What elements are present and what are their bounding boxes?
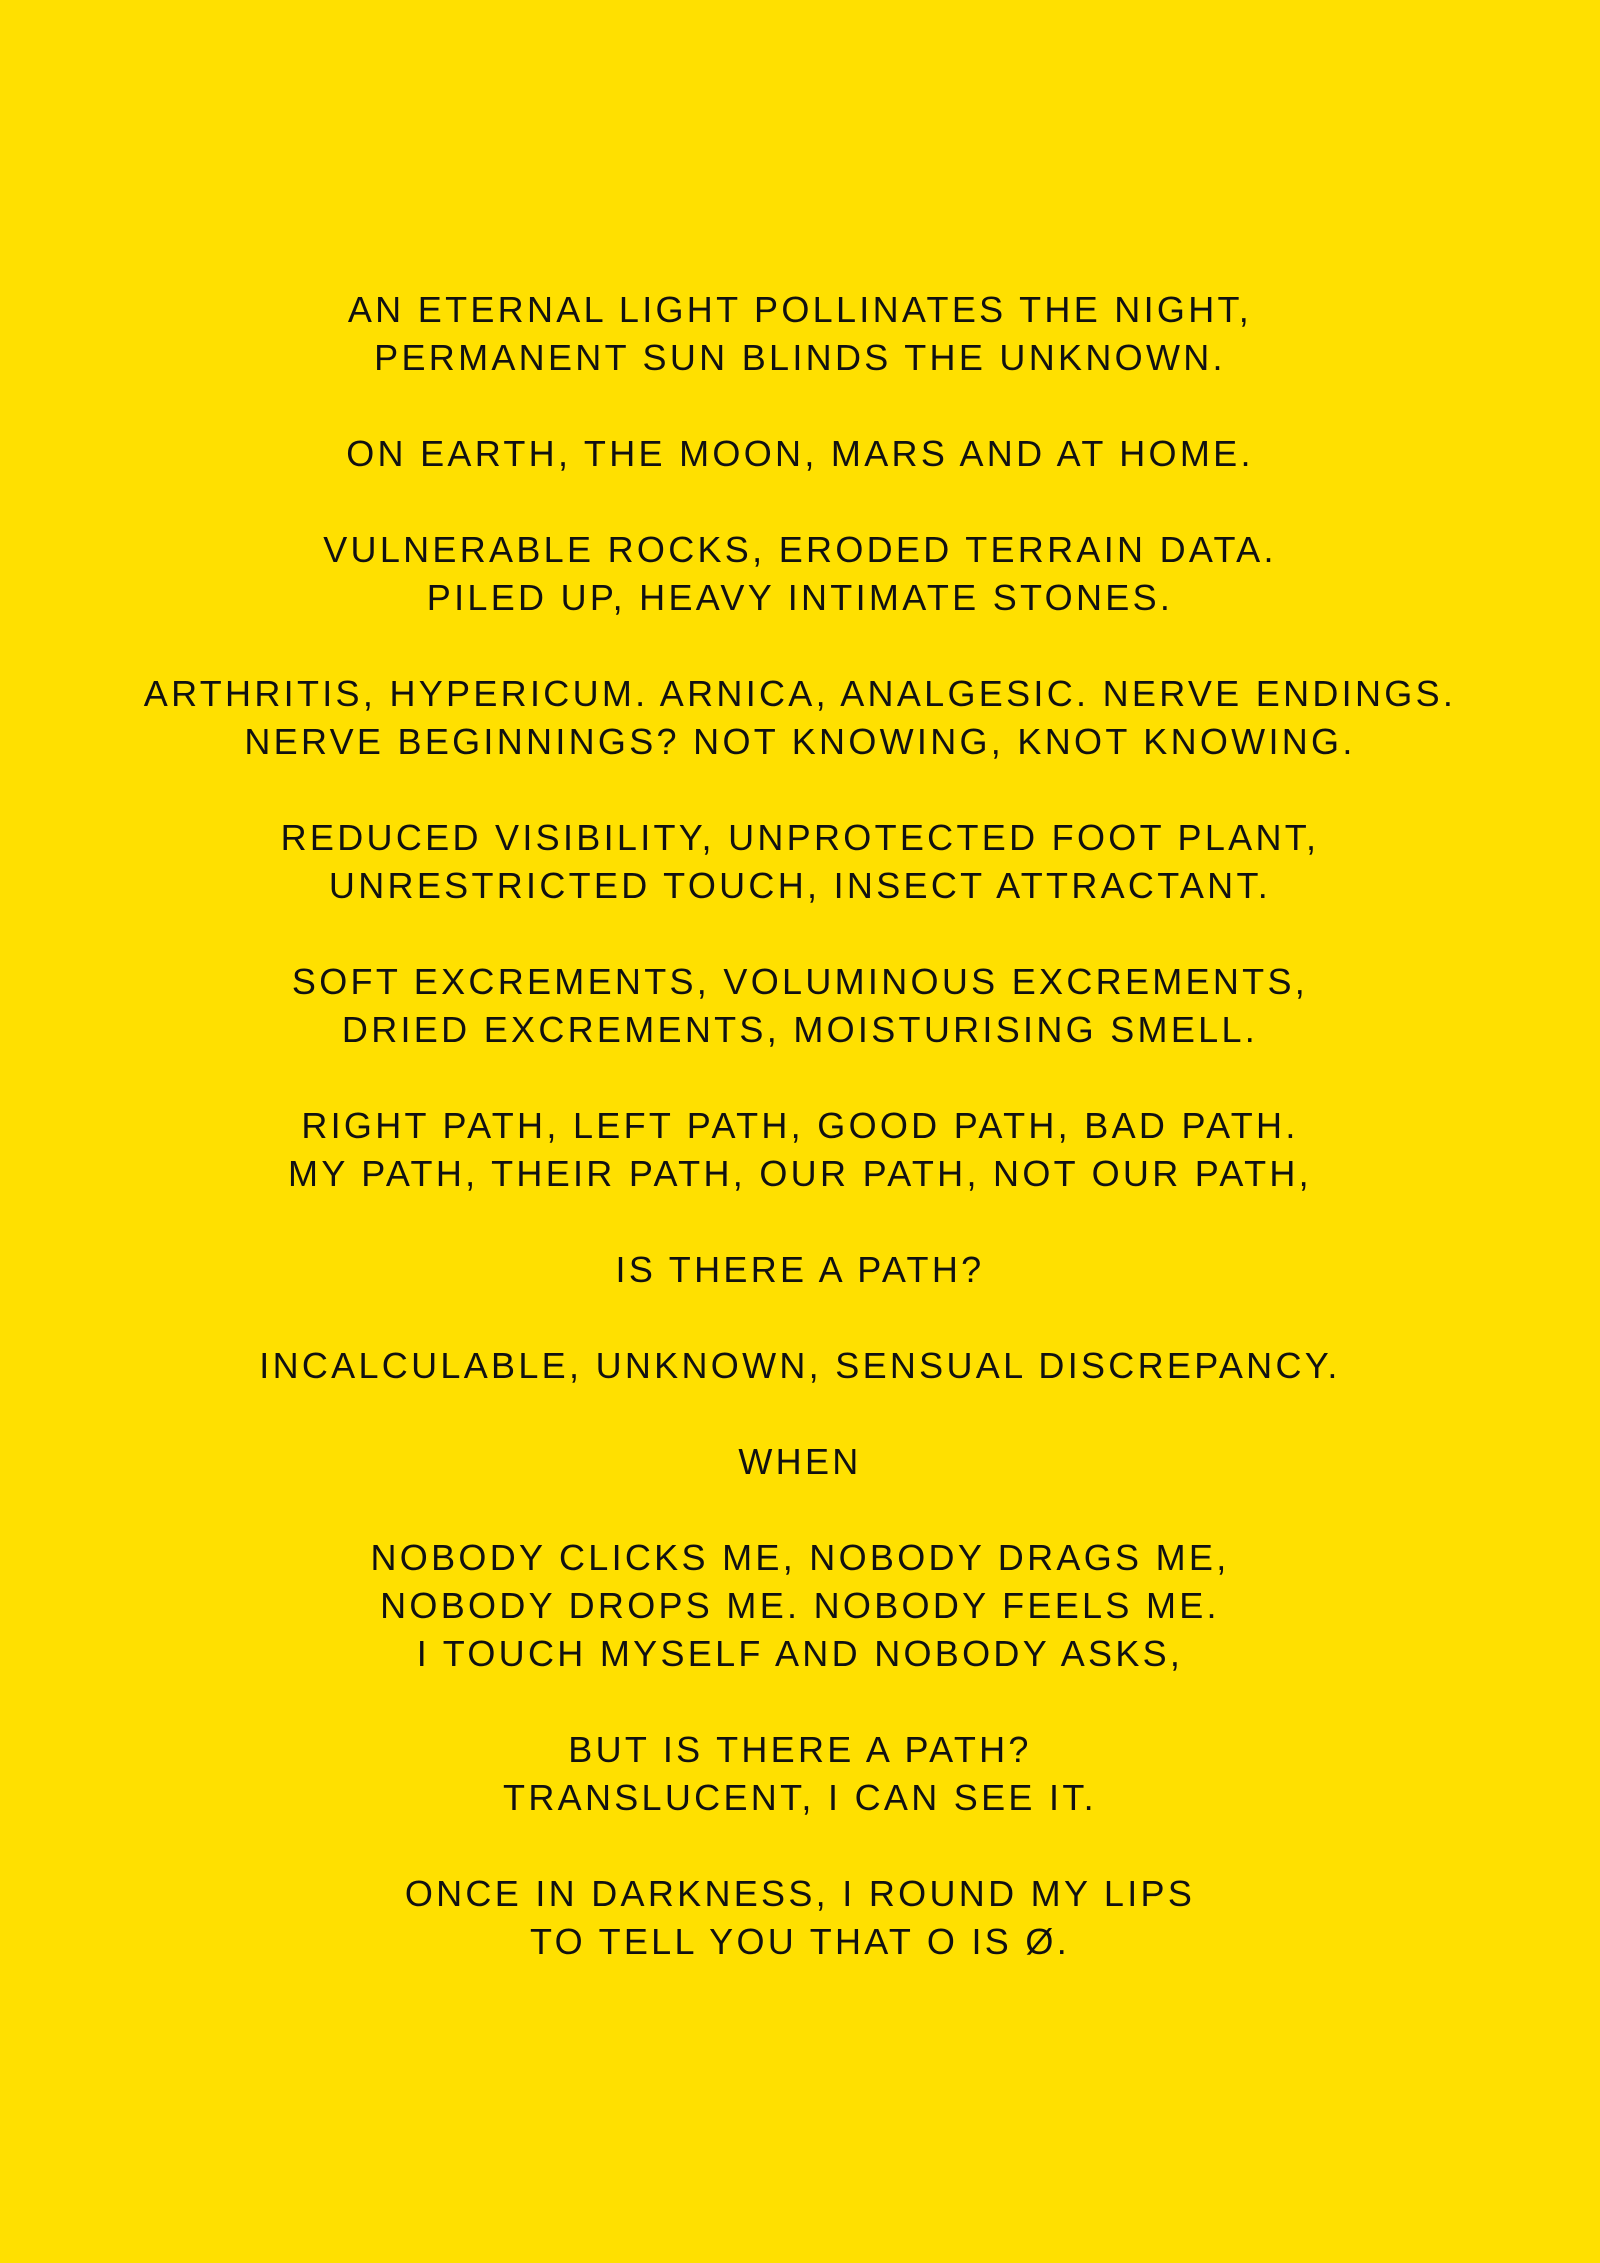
stanza-9 <box>0 1342 1600 1390</box>
poem-line: ONCE IN DARKNESS, I ROUND MY LIPS <box>404 1873 1196 1914</box>
poem-line: MY PATH, THEIR PATH, OUR PATH, NOT OUR PATH, <box>288 1153 1312 1194</box>
poem-line: REDUCED VISIBILITY, UNPROTECTED FOOT PLANT, <box>280 817 1320 858</box>
poem-line: NERVE BEGINNINGS? NOT KNOWING, KNOT KNOWING. <box>244 721 1356 762</box>
poem-line: SOFT EXCREMENTS, VOLUMINOUS EXCREMENTS, <box>291 961 1309 1002</box>
stanza-8 <box>0 1246 1600 1294</box>
poem-line: BUT IS THERE A PATH? <box>568 1729 1032 1770</box>
poem-line: RIGHT PATH, LEFT PATH, GOOD PATH, BAD PATH. <box>301 1105 1299 1146</box>
stanza-10 <box>0 1438 1600 1486</box>
poem-line: PILED UP, HEAVY INTIMATE STONES. <box>426 577 1174 618</box>
stanza-5 <box>0 814 1600 910</box>
stanza-3 <box>0 526 1600 622</box>
stanza-6 <box>0 958 1600 1054</box>
stanza-13 <box>0 1870 1600 1966</box>
poem-line: NOBODY CLICKS ME, NOBODY DRAGS ME, <box>370 1537 1230 1578</box>
poem <box>0 286 1600 2014</box>
stanza-1 <box>0 286 1600 382</box>
poem-line: ARTHRITIS, HYPERICUM. ARNICA, ANALGESIC. NERVE ENDINGS. <box>143 673 1457 714</box>
poem-line: IS THERE A PATH? <box>615 1249 985 1290</box>
poem-line: NOBODY DROPS ME. NOBODY FEELS ME. <box>380 1585 1220 1626</box>
stanza-4 <box>0 670 1600 766</box>
poem-line: I TOUCH MYSELF AND NOBODY ASKS, <box>416 1633 1184 1674</box>
stanza-12 <box>0 1726 1600 1822</box>
stanza-11 <box>0 1534 1600 1678</box>
poem-line: PERMANENT SUN BLINDS THE UNKNOWN. <box>374 337 1226 378</box>
poem-line: TRANSLUCENT, I CAN SEE IT. <box>503 1777 1097 1818</box>
stanza-2 <box>0 430 1600 478</box>
poem-line: ON EARTH, THE MOON, MARS AND AT HOME. <box>346 433 1254 474</box>
poem-line: DRIED EXCREMENTS, MOISTURISING SMELL. <box>341 1009 1259 1050</box>
poem-line: VULNERABLE ROCKS, ERODED TERRAIN DATA. <box>323 529 1277 570</box>
poem-line: UNRESTRICTED TOUCH, INSECT ATTRACTANT. <box>328 865 1272 906</box>
stanza-7 <box>0 1102 1600 1198</box>
poem-line: TO TELL YOU THAT O IS Ø. <box>529 1921 1070 1962</box>
poem-line: WHEN <box>738 1441 862 1482</box>
poem-line: AN ETERNAL LIGHT POLLINATES THE NIGHT, <box>347 289 1253 330</box>
poem-line: INCALCULABLE, UNKNOWN, SENSUAL DISCREPANCY. <box>259 1345 1341 1386</box>
